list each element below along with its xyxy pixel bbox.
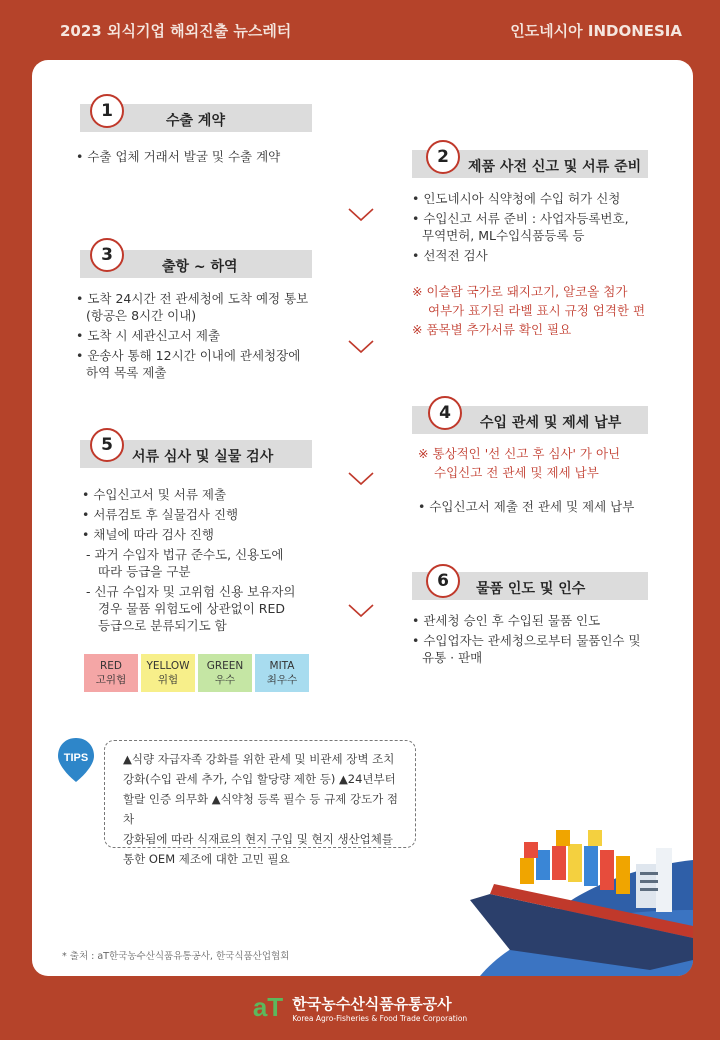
- list-item: • 도착 시 세관신고서 제출: [76, 328, 221, 343]
- list-item: • 선적전 검사: [412, 248, 488, 263]
- tips-line: 강화됨에 따라 식재료의 현지 구입 및 현지 생산업체를: [123, 832, 393, 846]
- tips-line: 강화(수입 관세 추가, 수입 할당량 제한 등) ▲24년부터: [123, 772, 396, 786]
- note-line: ※ 이슬람 국가로 돼지고기, 알코올 첨가: [412, 284, 628, 299]
- list-item: 따라 등급을 구분: [98, 564, 191, 579]
- grade-desc: 우수: [214, 674, 236, 686]
- list-item: (항공은 8시간 이내): [86, 308, 197, 323]
- grade-legend: [84, 654, 309, 692]
- grade-name: YELLOW: [146, 660, 190, 672]
- tips-box: [104, 740, 416, 866]
- step-2-title: 제품 사전 신고 및 서류 준비: [468, 159, 642, 175]
- grade-desc: 최우수: [266, 674, 298, 686]
- list-item: • 수출 업체 거래서 발굴 및 수출 계약: [76, 149, 281, 164]
- step-4-number: 4: [428, 396, 462, 430]
- list-item: • 인도네시아 식약청에 수입 허가 신청: [412, 191, 621, 206]
- list-item: • 도착 24시간 전 관세청에 도착 예정 통보: [76, 291, 309, 306]
- step-3-title: 출항 ~ 하역: [162, 259, 238, 275]
- grade-green: [198, 654, 252, 692]
- chevron-down-icon: [348, 472, 374, 486]
- chevron-down-icon: [348, 208, 374, 222]
- chevron-down-icon: [348, 604, 374, 618]
- tips-line: ▲식량 자급자족 강화를 위한 관세 및 비관세 장벽 조치: [123, 752, 395, 766]
- grade-desc: 위험: [157, 674, 179, 686]
- step-1-title: 수출 계약: [166, 113, 225, 129]
- step-3-list: [76, 290, 308, 384]
- step-4-title: 수입 관세 및 제세 납부: [480, 415, 622, 431]
- cargo-ship-illustration: [450, 800, 693, 976]
- grade-red: [84, 654, 138, 692]
- grade-name: GREEN: [206, 660, 244, 672]
- grade-name: RED: [99, 660, 122, 672]
- note-line: ※ 품목별 추가서류 확인 필요: [412, 322, 572, 337]
- step-6-list: [412, 612, 641, 669]
- list-item: 경우 물품 위험도에 상관없이 RED: [98, 601, 286, 616]
- step-1-number: 1: [90, 94, 124, 128]
- step-1-list: [76, 148, 280, 168]
- list-item: • 관세청 승인 후 수입된 물품 인도: [412, 613, 601, 628]
- list-item: • 운송사 통해 12시간 이내에 관세청장에: [76, 348, 301, 363]
- grade-mita: [255, 654, 309, 692]
- step-4-list: [418, 498, 634, 518]
- at-logo: aT: [252, 992, 284, 1022]
- list-item: 무역면허, ML수입식품등록 등: [422, 228, 585, 243]
- step-5-title: 서류 심사 및 실물 검사: [132, 449, 274, 465]
- list-item: • 수입신고 서류 준비 : 사업자등록번호,: [412, 211, 629, 226]
- tips-pin-icon: [56, 736, 96, 784]
- tips-label: TIPS: [63, 752, 89, 764]
- step-6-number: 6: [426, 564, 460, 598]
- note-line: ※ 통상적인 '선 신고 후 심사' 가 아닌: [418, 446, 621, 461]
- note-line: 여부가 표기된 라벨 표시 규정 엄격한 편: [428, 303, 646, 318]
- footer: [0, 992, 720, 1023]
- grade-yellow: [141, 654, 195, 692]
- header-right: 인도네시아 INDONESIA: [510, 22, 682, 40]
- step-5-list: [82, 486, 295, 637]
- note-line: 수입신고 전 관세 및 제세 납부: [434, 465, 599, 480]
- list-item: • 서류검토 후 실물검사 진행: [82, 507, 239, 522]
- step-2-notes: [412, 282, 645, 339]
- step-4-notes: [418, 444, 620, 482]
- step-6-title: 물품 인도 및 인수: [476, 581, 586, 597]
- tips-line: 할랄 인증 의무화 ▲식약청 등록 필수 등 규제 강도가 점차: [123, 792, 399, 826]
- list-item: - 과거 수입자 법규 준수도, 신용도에: [86, 547, 284, 562]
- content-card: [32, 60, 693, 976]
- grade-name: MITA: [269, 660, 295, 672]
- list-item: • 수입신고서 및 서류 제출: [82, 487, 227, 502]
- list-item: 등급으로 분류되기도 함: [98, 618, 227, 633]
- chevron-down-icon: [348, 340, 374, 354]
- list-item: • 채널에 따라 검사 진행: [82, 527, 214, 542]
- step-2-number: 2: [426, 140, 460, 174]
- tips-line: 통한 OEM 제조에 대한 고민 필요: [123, 852, 290, 866]
- org-name-ko: 한국농수산식품유통공사: [292, 994, 452, 1013]
- org-name-en: Korea Agro-Fisheries & Food Trade Corporation: [292, 1013, 468, 1023]
- list-item: 유통 · 판매: [422, 650, 483, 665]
- list-item: - 신규 수입자 및 고위험 신용 보유자의: [86, 584, 296, 599]
- source-note: * 출처 : aT한국농수산식품유통공사, 한국식품산업협회: [62, 951, 290, 962]
- header-left: 2023 외식기업 해외진출 뉴스레터: [60, 22, 292, 40]
- list-item: 하역 목록 제출: [86, 365, 167, 380]
- list-item: • 수입업자는 관세청으로부터 물품인수 및: [412, 633, 641, 648]
- grade-desc: 고위험: [95, 674, 127, 686]
- step-5-number: 5: [90, 428, 124, 462]
- step-3-number: 3: [90, 238, 124, 272]
- step-2-list: [412, 190, 629, 267]
- list-item: • 수입신고서 제출 전 관세 및 제세 납부: [418, 499, 635, 514]
